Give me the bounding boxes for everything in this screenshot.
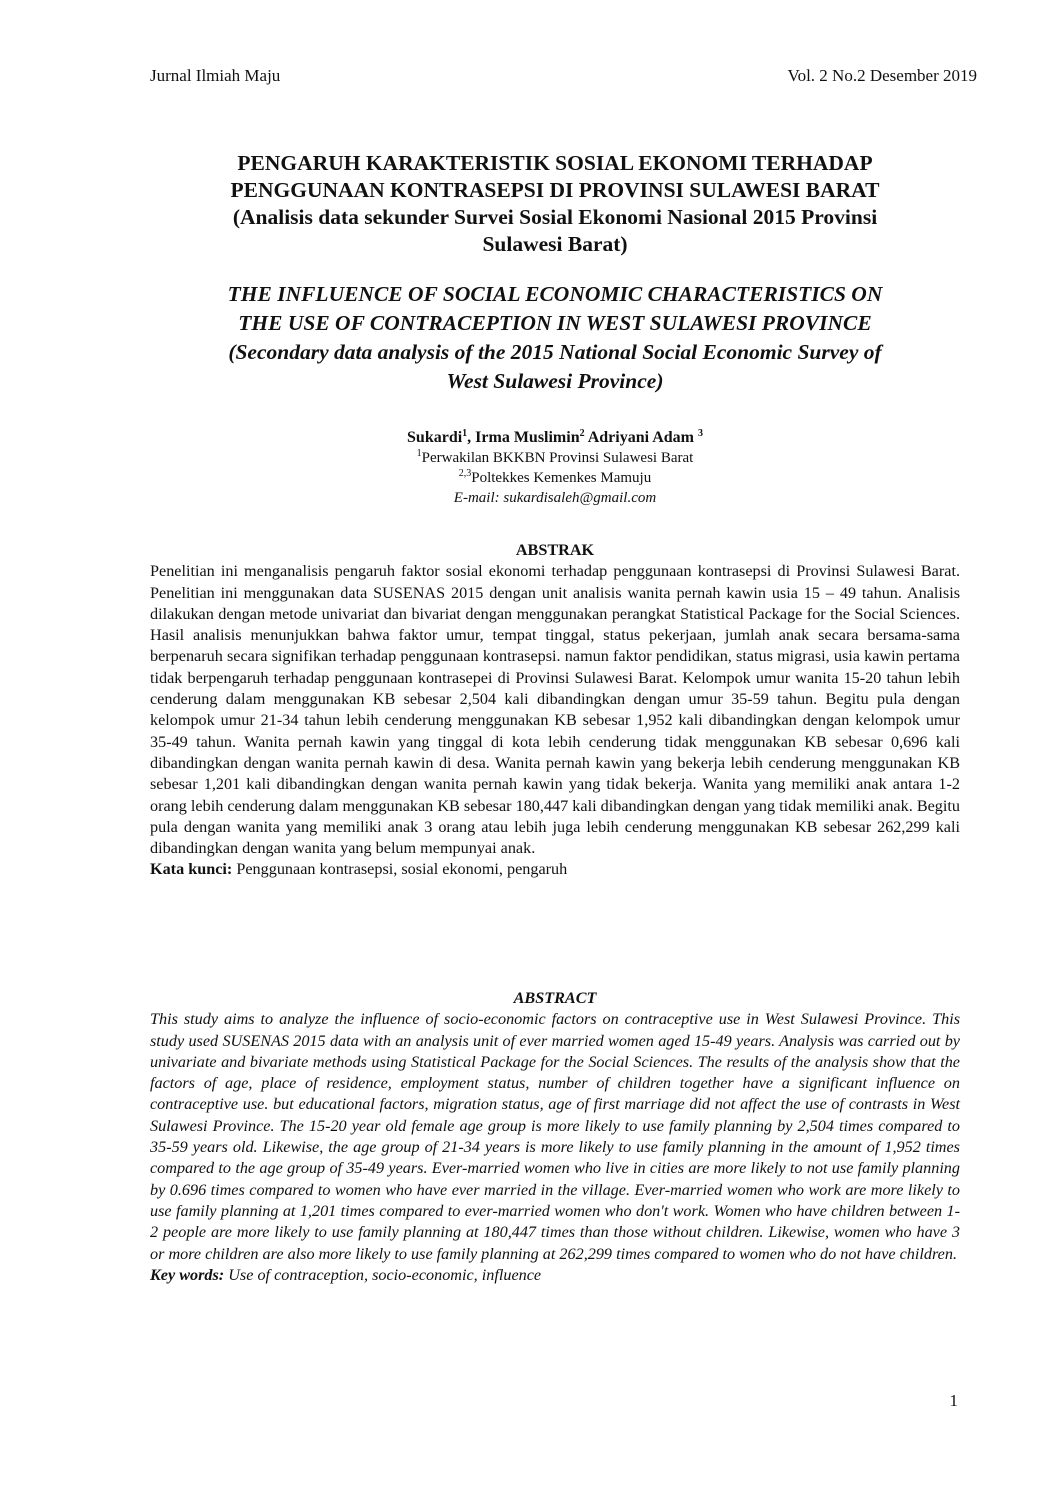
title-en-line: (Secondary data analysis of the 2015 National Social Economic Survey of [228,340,882,364]
abstract-heading: ABSTRACT [513,989,597,1007]
abstrak-text: Penelitian ini menganalisis pengaruh faktor sosial ekonomi terhadap penggunaan kontrasepsi di Provinsi Sulawesi Barat. Penelitian ini menggunakan data SUSENAS 2015 dengan unit analisis wanita pernah kawin usia 15 – 49 tahun. Analisis dilakukan dengan metode univariat dan bivariat dengan menggunakan perangkat Statistical Package for the Social Sciences. Hasil analisis menunjukkan bahwa faktor umur, tempat tinggal, status pekerjaan, jumlah anak secara bersama-sama berpenaruh secara signifikan terhadap penggunaan kontrasepsi. namun faktor pendidikan, status migrasi, usia kawin pertama tidak berpengaruh terhadap penggunaan kontrasepei di Provinsi Sulawesi Barat. Kelompok umur wanita 15-20 tahun lebih cenderung dalam menggunakan KB sebesar 2,504 kali dibandingkan dengan umur 35-59 tahun. Begitu pula dengan kelompok umur 21-34 tahun lebih cenderung menggunakan KB sebesar 1,952 kali dibandingkan dengan kelompok umur 35-49 tahun. Wanita pernah kawin yang tinggal di kota lebih cenderung tidak menggunakan KB sebesar 0,696 kali dibandingkan dengan wanita pernah kawin di desa. Wanita pernah kawin yang bekerja lebih cenderung menggunakan KB sebesar 1,201 kali dibandingkan dengan wanita pernah kawin yang tidak bekerja. Wanita yang memiliki anak antara 1-2 orang lebih cenderung dalam menggunakan KB sebesar 180,447 kali dibandingkan dengan yang tidak memiliki anak. Begitu pula dengan wanita yang memiliki anak 3 orang atau lebih juga lebih cenderung menggunakan KB sebesar 262,299 kali dibandingkan dengan wanita yang belum mempunyai anak. [150,562,960,858]
title-id-line: Sulawesi Barat) [482,232,628,256]
title-id-line: (Analisis data sekunder Survei Sosial Ekonomi Nasional 2015 Provinsi [232,205,878,229]
title-en-line: West Sulawesi Province) [446,369,664,393]
affiliation-text: Poltekkes Kemenkes Mamuju [471,470,652,486]
journal-name: Jurnal Ilmiah Maju [150,66,281,85]
author-email: E-mail: sukardisaleh@gmail.com [453,490,657,506]
title-english [150,280,960,396]
abstract-section [150,988,960,1286]
author-name: , Irma Muslimin [467,429,580,446]
title-en-line: THE USE OF CONTRACEPTION IN WEST SULAWESI PROVINCE [238,311,872,335]
abstract-keywords [150,1265,960,1286]
affiliation-2 [150,468,960,488]
author-name: Adriyani Adam [584,429,698,446]
keywords-label: Kata kunci: [150,860,233,879]
title-id-line: PENGARUH KARAKTERISTIK SOSIAL EKONOMI TERHADAP [237,151,873,175]
running-header [150,66,977,90]
author-affil-mark: 3 [697,428,703,439]
affil-mark: 2,3 [458,468,472,479]
affil-mark: 1 [416,448,422,459]
author-affil-mark: 2 [579,428,585,439]
author-block [150,428,960,508]
affiliation-text: Perwakilan BKKBN Provinsi Sulawesi Barat [421,450,694,466]
title-id-line: PENGGUNAAN KONTRASEPSI DI PROVINSI SULAWESI BARAT [230,178,880,202]
abstract-text: This study aims to analyze the influence of socio-economic factors on contraceptive use in West Sulawesi Province. This study used SUSENAS 2015 data with an analysis unit of ever married women aged 15-49 years. Analysis was carried out by univariate and bivariate methods using Statistical Package for the Social Sciences. The results of the analysis show that the factors of age, place of residence, employment status, number of children together have a significant influence on contraceptive use. but educational factors, migration status, age of first marriage did not affect the use of contrasts in West Sulawesi Province. The 15-20 year old female age group is more likely to use family planning by 2,504 times compared to 35-59 years old. Likewise, the age group of 21-34 years is more likely to use family planning in the amount of 1,952 times compared to the age group of 35-49 years. Ever-married women who live in cities are more likely to not use family planning by 0.696 times compared to women who have ever married in the village. Ever-married women who work are more likely to use family planning at 1,201 times compared to ever-married women who don't work. Women who have children between 1-2 people are more likely to use family planning at 180,447 times than those without children. Likewise, women who have 3 or more children are also more likely to use family planning at 262,299 times compared to women who do not have children. [150,1010,960,1263]
abstrak-heading: ABSTRAK [515,541,595,559]
keywords-text: Use of contraception, socio-economic, influence [224,1265,542,1284]
keywords-label: Key words: [150,1265,225,1284]
page-number: 1 [949,1391,958,1410]
title-indonesian [150,150,960,258]
affiliation-1 [150,448,960,468]
author-names [150,428,960,448]
volume-issue: Vol. 2 No.2 Desember 2019 [787,66,977,85]
abstrak-section [150,540,960,881]
author-affil-mark: 1 [462,428,468,439]
keywords-text: Penggunaan kontrasepsi, sosial ekonomi, pengaruh [232,860,568,879]
title-block [150,150,960,396]
author-name: Sukardi [407,429,463,446]
abstrak-keywords [150,859,960,880]
title-en-line: THE INFLUENCE OF SOCIAL ECONOMIC CHARACTERISTICS ON [227,282,883,306]
